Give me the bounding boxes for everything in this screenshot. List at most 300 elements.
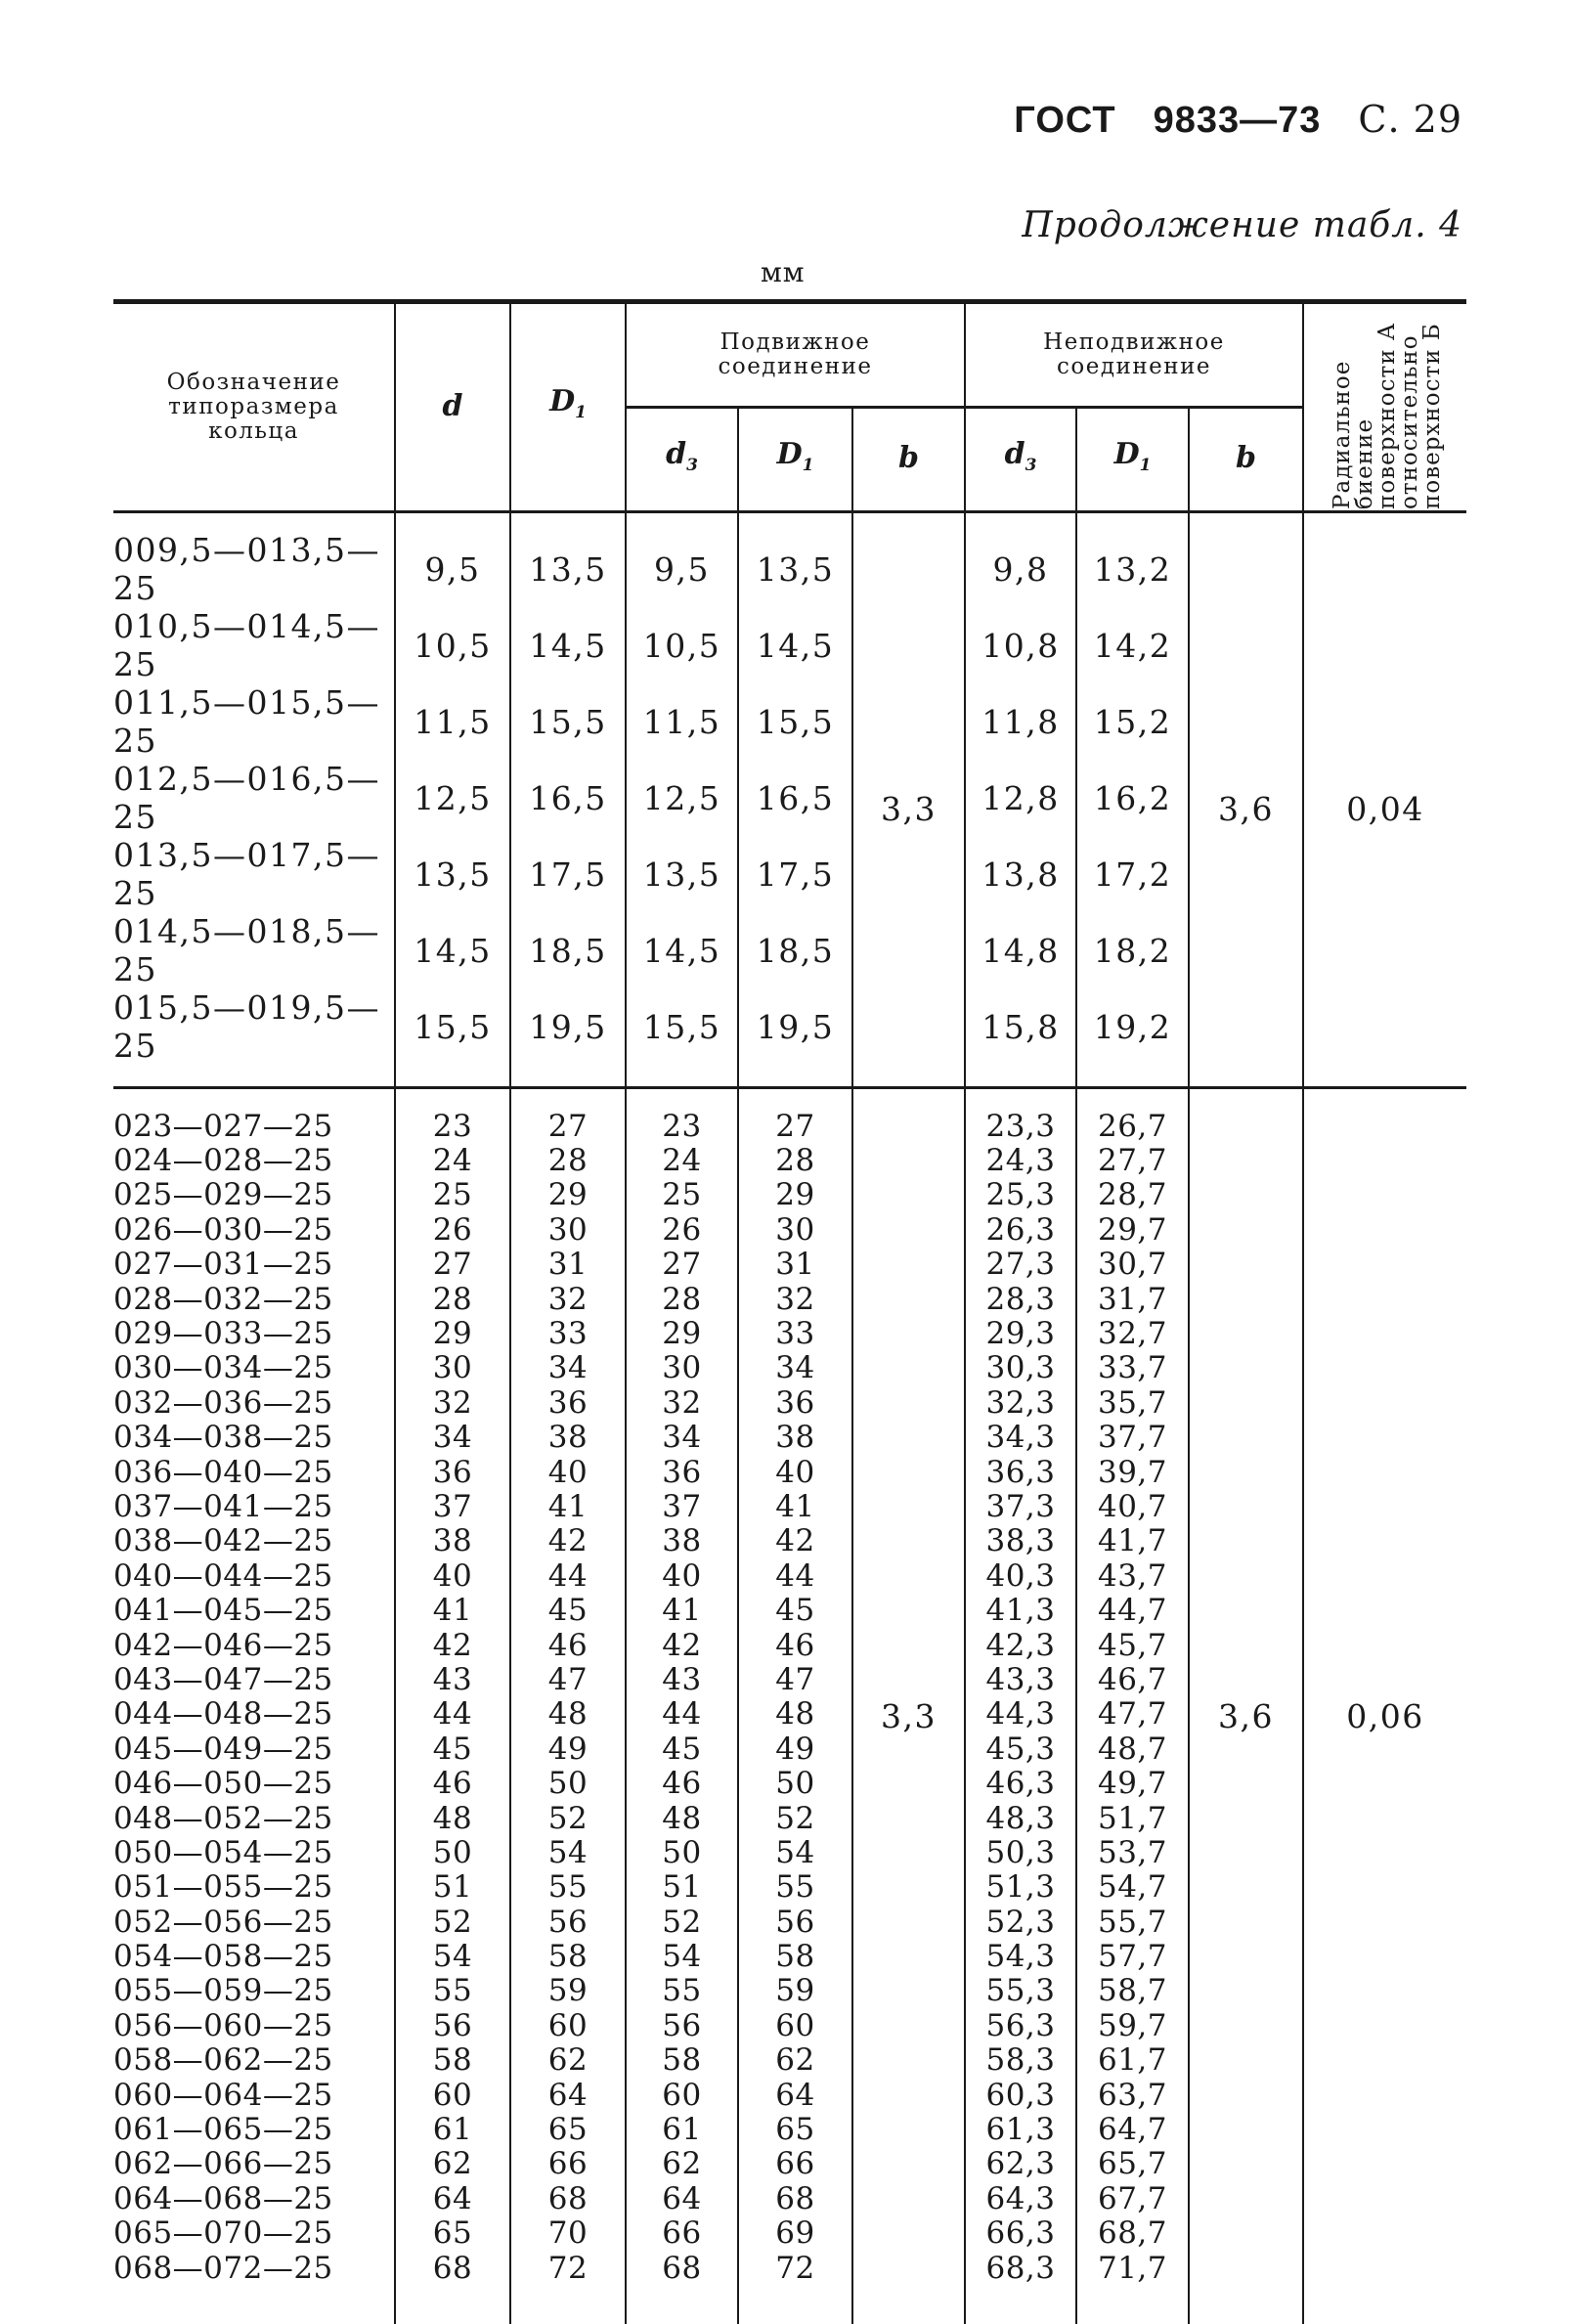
cell-designation: 027—031—25 xyxy=(113,1247,333,1283)
cell-fixed-D1: 26,7 xyxy=(1076,1099,1189,1143)
cell-d: 13,5 xyxy=(395,836,510,912)
cell-movable-D1: 50 xyxy=(738,1766,852,1800)
cell-designation: 046—050—25 xyxy=(113,1766,333,1802)
cell-D: 15,5 xyxy=(510,683,626,760)
standard-label: ГОСТ xyxy=(1014,100,1116,141)
cell-movable-d3: 60 xyxy=(626,2078,738,2112)
cell-d: 12,5 xyxy=(395,760,510,836)
cell-fixed-d3: 26,3 xyxy=(965,1212,1076,1247)
cell-fixed-d3: 51,3 xyxy=(965,1870,1076,1905)
cell-D: 28 xyxy=(510,1143,626,1177)
cell-movable-d3: 41 xyxy=(626,1593,738,1627)
cell-D: 65 xyxy=(510,2112,626,2146)
cell-fixed-d3: 11,8 xyxy=(965,683,1076,760)
cell-movable-D1: 30 xyxy=(738,1212,852,1247)
cell-designation: 051—055—25 xyxy=(113,1869,333,1906)
cell-movable-d3: 12,5 xyxy=(626,760,738,836)
cell-designation: 014,5—018,5—25 xyxy=(113,912,380,988)
cell-D: 31 xyxy=(510,1248,626,1282)
cell-D: 72 xyxy=(510,2251,626,2324)
cell-movable-D1: 58 xyxy=(738,1939,852,1973)
cell-movable-D1: 65 xyxy=(738,2112,852,2146)
cell-d: 9,5 xyxy=(395,512,510,608)
cell-designation: 054—058—25 xyxy=(113,1939,333,1975)
cell-fixed-D1: 53,7 xyxy=(1076,1835,1189,1869)
cell-fixed-D1: 29,7 xyxy=(1076,1212,1189,1247)
cell-movable-d3: 32 xyxy=(626,1385,738,1420)
cell-fixed-d3: 50,3 xyxy=(965,1835,1076,1869)
cell-movable-d3: 14,5 xyxy=(626,912,738,988)
cell-movable-D1: 48 xyxy=(738,1697,852,1732)
cell-movable-D1: 46 xyxy=(738,1628,852,1662)
cell-fixed-D1: 31,7 xyxy=(1076,1282,1189,1316)
cell-movable-D1: 42 xyxy=(738,1524,852,1558)
cell-designation: 032—036—25 xyxy=(113,1384,333,1421)
cell-fixed-d3: 60,3 xyxy=(965,2078,1076,2112)
cell-D: 59 xyxy=(510,1974,626,2008)
cell-d: 26 xyxy=(395,1212,510,1247)
cell-movable-D1: 27 xyxy=(738,1099,852,1143)
cell-d: 41 xyxy=(395,1593,510,1627)
cell-designation: 062—066—25 xyxy=(113,2146,333,2182)
cell-movable-d3: 11,5 xyxy=(626,683,738,760)
cell-movable-D1: 34 xyxy=(738,1351,852,1385)
cell-fixed-d3: 44,3 xyxy=(965,1697,1076,1732)
cell-fixed-D1: 58,7 xyxy=(1076,1974,1189,2008)
cell-D: 70 xyxy=(510,2216,626,2251)
cell-movable-D1: 72 xyxy=(738,2251,852,2324)
cell-D: 50 xyxy=(510,1766,626,1800)
cell-movable-D1: 64 xyxy=(738,2078,852,2112)
cell-d: 29 xyxy=(395,1316,510,1350)
cell-D: 48 xyxy=(510,1697,626,1732)
cell-movable-D1: 52 xyxy=(738,1801,852,1835)
cell-movable-D1: 14,5 xyxy=(738,607,852,683)
cell-movable-d3: 9,5 xyxy=(626,512,738,608)
cell-designation: 050—054—25 xyxy=(113,1834,333,1870)
cell-designation: 044—048—25 xyxy=(113,1696,333,1732)
header-fixed-b: b xyxy=(1189,408,1303,512)
cell-d: 64 xyxy=(395,2181,510,2215)
cell-D: 56 xyxy=(510,1905,626,1939)
cell-d: 44 xyxy=(395,1697,510,1732)
header-movable-d3: $d_3$ xyxy=(626,408,738,512)
cell-d: 28 xyxy=(395,1282,510,1316)
cell-fixed-D1: 45,7 xyxy=(1076,1628,1189,1662)
cell-movable-D1: 55 xyxy=(738,1870,852,1905)
cell-d: 36 xyxy=(395,1455,510,1489)
cell-fixed-D1: 28,7 xyxy=(1076,1178,1189,1212)
cell-designation: 040—044—25 xyxy=(113,1557,333,1594)
cell-fixed-D1: 68,7 xyxy=(1076,2216,1189,2251)
page-number: С. 29 xyxy=(1358,98,1462,141)
cell-d: 68 xyxy=(395,2251,510,2324)
cell-fixed-D1: 32,7 xyxy=(1076,1316,1189,1350)
cell-d: 58 xyxy=(395,2043,510,2078)
cell-radial-runout: 0,04 xyxy=(1303,512,1466,1088)
cell-D: 38 xyxy=(510,1421,626,1455)
cell-movable-d3: 64 xyxy=(626,2181,738,2215)
table-group-2 xyxy=(113,1099,1466,2324)
cell-movable-D1: 62 xyxy=(738,2043,852,2078)
cell-movable-D1: 17,5 xyxy=(738,836,852,912)
cell-movable-D1: 56 xyxy=(738,1905,852,1939)
table-row xyxy=(113,512,1466,608)
cell-fixed-D1: 33,7 xyxy=(1076,1351,1189,1385)
header-d: d xyxy=(395,302,510,512)
cell-D: 34 xyxy=(510,1351,626,1385)
cell-movable-D1: 33 xyxy=(738,1316,852,1350)
cell-designation: 030—034—25 xyxy=(113,1350,333,1386)
cell-designation: 061—065—25 xyxy=(113,2112,333,2148)
cell-fixed-D1: 17,2 xyxy=(1076,836,1189,912)
cell-d: 42 xyxy=(395,1628,510,1662)
cell-fixed-D1: 30,7 xyxy=(1076,1248,1189,1282)
cell-D: 54 xyxy=(510,1835,626,1869)
cell-fixed-D1: 39,7 xyxy=(1076,1455,1189,1489)
cell-movable-D1: 68 xyxy=(738,2181,852,2215)
cell-movable-d3: 58 xyxy=(626,2043,738,2078)
cell-d: 52 xyxy=(395,1905,510,1939)
cell-fixed-d3: 15,8 xyxy=(965,988,1076,1088)
cell-movable-D1: 18,5 xyxy=(738,912,852,988)
cell-D: 30 xyxy=(510,1212,626,1247)
cell-d: 54 xyxy=(395,1939,510,1973)
cell-fixed-d3: 13,8 xyxy=(965,836,1076,912)
cell-fixed-d3: 28,3 xyxy=(965,1282,1076,1316)
cell-d: 60 xyxy=(395,2078,510,2112)
cell-movable-d3: 42 xyxy=(626,1628,738,1662)
cell-fixed-d3: 30,3 xyxy=(965,1351,1076,1385)
cell-d: 61 xyxy=(395,2112,510,2146)
header-radial-runout: Радиальное биение поверхности А относительно поверхности Б xyxy=(1303,302,1466,512)
cell-d: 62 xyxy=(395,2147,510,2181)
cell-movable-D1: 41 xyxy=(738,1489,852,1523)
cell-D: 29 xyxy=(510,1178,626,1212)
page-header xyxy=(1014,98,1462,142)
cell-designation: 029—033—25 xyxy=(113,1316,333,1352)
cell-d: 14,5 xyxy=(395,912,510,988)
cell-D: 14,5 xyxy=(510,607,626,683)
cell-designation: 064—068—25 xyxy=(113,2180,333,2216)
cell-fixed-D1: 48,7 xyxy=(1076,1732,1189,1766)
cell-designation: 012,5—016,5—25 xyxy=(113,760,380,836)
cell-d: 37 xyxy=(395,1489,510,1523)
cell-D: 64 xyxy=(510,2078,626,2112)
cell-movable-D1: 15,5 xyxy=(738,683,852,760)
cell-movable-D1: 31 xyxy=(738,1248,852,1282)
cell-fixed-d3: 10,8 xyxy=(965,607,1076,683)
cell-d: 38 xyxy=(395,1524,510,1558)
header-fixed-D1: $D_1$ xyxy=(1076,408,1189,512)
cell-fixed-d3: 36,3 xyxy=(965,1455,1076,1489)
cell-D: 62 xyxy=(510,2043,626,2078)
cell-d: 51 xyxy=(395,1870,510,1905)
cell-fixed-d3: 27,3 xyxy=(965,1248,1076,1282)
header-D: $D_1$ xyxy=(510,302,626,512)
cell-fixed-d3: 9,8 xyxy=(965,512,1076,608)
cell-fixed-D1: 14,2 xyxy=(1076,607,1189,683)
cell-movable-d3: 38 xyxy=(626,1524,738,1558)
cell-movable-d3: 29 xyxy=(626,1316,738,1350)
cell-designation: 068—072—25 xyxy=(113,2250,333,2286)
cell-movable-d3: 51 xyxy=(626,1870,738,1905)
cell-fixed-d3: 37,3 xyxy=(965,1489,1076,1523)
cell-movable-D1: 69 xyxy=(738,2216,852,2251)
cell-fixed-D1: 63,7 xyxy=(1076,2078,1189,2112)
cell-D: 41 xyxy=(510,1489,626,1523)
cell-designation: 037—041—25 xyxy=(113,1488,333,1524)
cell-movable-d3: 24 xyxy=(626,1143,738,1177)
cell-designation: 010,5—014,5—25 xyxy=(113,607,380,683)
cell-movable-d3: 40 xyxy=(626,1558,738,1593)
cell-movable-d3: 56 xyxy=(626,2008,738,2042)
cell-fixed-D1: 13,2 xyxy=(1076,512,1189,608)
cell-movable-D1: 13,5 xyxy=(738,512,852,608)
cell-fixed-D1: 35,7 xyxy=(1076,1385,1189,1420)
cell-designation: 056—060—25 xyxy=(113,2007,333,2043)
cell-movable-D1: 16,5 xyxy=(738,760,852,836)
cell-fixed-d3: 61,3 xyxy=(965,2112,1076,2146)
cell-fixed-D1: 59,7 xyxy=(1076,2008,1189,2042)
cell-fixed-d3: 41,3 xyxy=(965,1593,1076,1627)
cell-d: 65 xyxy=(395,2216,510,2251)
cell-movable-D1: 28 xyxy=(738,1143,852,1177)
cell-movable-D1: 60 xyxy=(738,2008,852,2042)
cell-d: 27 xyxy=(395,1248,510,1282)
cell-fixed-d3: 14,8 xyxy=(965,912,1076,988)
cell-fixed-D1: 44,7 xyxy=(1076,1593,1189,1627)
cell-designation: 025—029—25 xyxy=(113,1177,333,1213)
cell-D: 17,5 xyxy=(510,836,626,912)
cell-fixed-d3: 23,3 xyxy=(965,1099,1076,1143)
cell-d: 11,5 xyxy=(395,683,510,760)
cell-designation: 013,5—017,5—25 xyxy=(113,836,380,912)
cell-fixed-D1: 65,7 xyxy=(1076,2147,1189,2181)
cell-D: 68 xyxy=(510,2181,626,2215)
cell-D: 13,5 xyxy=(510,512,626,608)
cell-D: 19,5 xyxy=(510,988,626,1088)
header-movable-D1: $D_1$ xyxy=(738,408,852,512)
cell-D: 27 xyxy=(510,1099,626,1143)
cell-d: 34 xyxy=(395,1421,510,1455)
cell-movable-d3: 23 xyxy=(626,1099,738,1143)
cell-fixed-b: 3,6 xyxy=(1189,1099,1303,2324)
table-group-1 xyxy=(113,512,1466,1088)
cell-D: 49 xyxy=(510,1732,626,1766)
cell-movable-d3: 44 xyxy=(626,1697,738,1732)
cell-designation: 065—070—25 xyxy=(113,2215,333,2252)
cell-designation: 045—049—25 xyxy=(113,1731,333,1767)
header-movable-joint: Подвижное соединение xyxy=(626,302,965,408)
cell-fixed-D1: 54,7 xyxy=(1076,1870,1189,1905)
cell-movable-d3: 36 xyxy=(626,1455,738,1489)
cell-fixed-d3: 38,3 xyxy=(965,1524,1076,1558)
cell-designation: 038—042—25 xyxy=(113,1523,333,1559)
header-designation: Обозначение типоразмера кольца xyxy=(113,302,395,512)
cell-movable-d3: 15,5 xyxy=(626,988,738,1088)
cell-d: 25 xyxy=(395,1178,510,1212)
cell-D: 47 xyxy=(510,1662,626,1696)
cell-designation: 041—045—25 xyxy=(113,1593,333,1629)
cell-D: 32 xyxy=(510,1282,626,1316)
cell-movable-d3: 10,5 xyxy=(626,607,738,683)
cell-fixed-D1: 15,2 xyxy=(1076,683,1189,760)
cell-fixed-D1: 49,7 xyxy=(1076,1766,1189,1800)
cell-d: 56 xyxy=(395,2008,510,2042)
cell-D: 66 xyxy=(510,2147,626,2181)
cell-movable-d3: 37 xyxy=(626,1489,738,1523)
cell-movable-d3: 68 xyxy=(626,2251,738,2324)
cell-movable-D1: 19,5 xyxy=(738,988,852,1088)
cell-movable-d3: 46 xyxy=(626,1766,738,1800)
cell-d: 30 xyxy=(395,1351,510,1385)
ring-dimensions-table xyxy=(113,299,1466,2324)
cell-fixed-d3: 54,3 xyxy=(965,1939,1076,1973)
cell-designation: 036—040—25 xyxy=(113,1454,333,1490)
cell-d: 40 xyxy=(395,1558,510,1593)
cell-fixed-b: 3,6 xyxy=(1189,512,1303,1088)
cell-designation: 034—038—25 xyxy=(113,1420,333,1456)
cell-movable-D1: 59 xyxy=(738,1974,852,2008)
cell-fixed-d3: 45,3 xyxy=(965,1732,1076,1766)
cell-movable-D1: 45 xyxy=(738,1593,852,1627)
cell-movable-d3: 54 xyxy=(626,1939,738,1973)
cell-d: 10,5 xyxy=(395,607,510,683)
cell-fixed-D1: 43,7 xyxy=(1076,1558,1189,1593)
cell-fixed-D1: 46,7 xyxy=(1076,1662,1189,1696)
header-movable-b: b xyxy=(852,408,965,512)
cell-movable-D1: 38 xyxy=(738,1421,852,1455)
cell-D: 40 xyxy=(510,1455,626,1489)
cell-fixed-d3: 34,3 xyxy=(965,1421,1076,1455)
cell-D: 44 xyxy=(510,1558,626,1593)
cell-fixed-D1: 19,2 xyxy=(1076,988,1189,1088)
header-fixed-joint: Неподвижное соединение xyxy=(965,302,1303,408)
cell-movable-d3: 55 xyxy=(626,1974,738,2008)
cell-d: 24 xyxy=(395,1143,510,1177)
cell-movable-D1: 54 xyxy=(738,1835,852,1869)
cell-D: 60 xyxy=(510,2008,626,2042)
cell-fixed-d3: 25,3 xyxy=(965,1178,1076,1212)
cell-fixed-d3: 58,3 xyxy=(965,2043,1076,2078)
cell-fixed-D1: 64,7 xyxy=(1076,2112,1189,2146)
cell-movable-D1: 36 xyxy=(738,1385,852,1420)
cell-designation: 060—064—25 xyxy=(113,2077,333,2113)
cell-designation: 011,5—015,5—25 xyxy=(113,683,380,760)
cell-D: 52 xyxy=(510,1801,626,1835)
cell-D: 42 xyxy=(510,1524,626,1558)
cell-designation: 026—030—25 xyxy=(113,1211,333,1248)
cell-movable-d3: 25 xyxy=(626,1178,738,1212)
cell-movable-d3: 66 xyxy=(626,2216,738,2251)
cell-fixed-d3: 43,3 xyxy=(965,1662,1076,1696)
cell-fixed-D1: 67,7 xyxy=(1076,2181,1189,2215)
cell-movable-b: 3,3 xyxy=(852,1099,965,2324)
cell-movable-D1: 49 xyxy=(738,1732,852,1766)
cell-movable-d3: 13,5 xyxy=(626,836,738,912)
cell-fixed-D1: 40,7 xyxy=(1076,1489,1189,1523)
cell-designation: 023—027—25 xyxy=(113,1108,333,1144)
cell-fixed-d3: 24,3 xyxy=(965,1143,1076,1177)
cell-movable-d3: 48 xyxy=(626,1801,738,1835)
cell-d: 15,5 xyxy=(395,988,510,1088)
cell-movable-D1: 44 xyxy=(738,1558,852,1593)
cell-designation: 043—047—25 xyxy=(113,1661,333,1697)
cell-fixed-d3: 40,3 xyxy=(965,1558,1076,1593)
cell-fixed-d3: 56,3 xyxy=(965,2008,1076,2042)
cell-fixed-d3: 46,3 xyxy=(965,1766,1076,1800)
cell-movable-d3: 52 xyxy=(626,1905,738,1939)
cell-fixed-d3: 29,3 xyxy=(965,1316,1076,1350)
cell-fixed-D1: 71,7 xyxy=(1076,2251,1189,2324)
cell-fixed-D1: 61,7 xyxy=(1076,2043,1189,2078)
cell-D: 16,5 xyxy=(510,760,626,836)
cell-radial-runout: 0,06 xyxy=(1303,1099,1466,2324)
cell-fixed-d3: 62,3 xyxy=(965,2147,1076,2181)
cell-designation: 028—032—25 xyxy=(113,1281,333,1317)
group-separator xyxy=(113,1088,1466,1100)
cell-movable-D1: 66 xyxy=(738,2147,852,2181)
cell-d: 45 xyxy=(395,1732,510,1766)
cell-fixed-d3: 55,3 xyxy=(965,1974,1076,2008)
cell-designation: 015,5—019,5—25 xyxy=(113,988,380,1065)
cell-fixed-d3: 66,3 xyxy=(965,2216,1076,2251)
cell-d: 48 xyxy=(395,1801,510,1835)
cell-fixed-d3: 42,3 xyxy=(965,1628,1076,1662)
cell-designation: 024—028—25 xyxy=(113,1143,333,1179)
cell-fixed-D1: 55,7 xyxy=(1076,1905,1189,1939)
cell-d: 43 xyxy=(395,1662,510,1696)
cell-d: 32 xyxy=(395,1385,510,1420)
cell-movable-D1: 32 xyxy=(738,1282,852,1316)
cell-d: 46 xyxy=(395,1766,510,1800)
cell-movable-d3: 27 xyxy=(626,1248,738,1282)
cell-designation: 009,5—013,5—25 xyxy=(113,531,380,607)
cell-fixed-D1: 57,7 xyxy=(1076,1939,1189,1973)
cell-movable-D1: 40 xyxy=(738,1455,852,1489)
cell-fixed-d3: 52,3 xyxy=(965,1905,1076,1939)
cell-designation: 055—059—25 xyxy=(113,1973,333,2009)
cell-fixed-D1: 47,7 xyxy=(1076,1697,1189,1732)
cell-fixed-D1: 51,7 xyxy=(1076,1801,1189,1835)
cell-designation: 048—052—25 xyxy=(113,1800,333,1836)
cell-d: 55 xyxy=(395,1974,510,2008)
cell-fixed-d3: 32,3 xyxy=(965,1385,1076,1420)
cell-movable-b: 3,3 xyxy=(852,512,965,1088)
cell-movable-d3: 30 xyxy=(626,1351,738,1385)
cell-designation: 052—056—25 xyxy=(113,1904,333,1940)
cell-fixed-D1: 41,7 xyxy=(1076,1524,1189,1558)
cell-movable-D1: 29 xyxy=(738,1178,852,1212)
cell-D: 55 xyxy=(510,1870,626,1905)
cell-D: 33 xyxy=(510,1316,626,1350)
cell-movable-D1: 47 xyxy=(738,1662,852,1696)
cell-D: 58 xyxy=(510,1939,626,1973)
cell-movable-d3: 45 xyxy=(626,1732,738,1766)
cell-movable-d3: 43 xyxy=(626,1662,738,1696)
cell-movable-d3: 50 xyxy=(626,1835,738,1869)
cell-D: 18,5 xyxy=(510,912,626,988)
table-row xyxy=(113,1099,1466,1143)
cell-fixed-D1: 37,7 xyxy=(1076,1421,1189,1455)
cell-d: 23 xyxy=(395,1099,510,1143)
cell-fixed-D1: 27,7 xyxy=(1076,1143,1189,1177)
table-continuation-caption: Продолжение табл. 4 xyxy=(1022,205,1462,245)
cell-fixed-d3: 68,3 xyxy=(965,2251,1076,2324)
cell-movable-d3: 28 xyxy=(626,1282,738,1316)
cell-movable-d3: 62 xyxy=(626,2147,738,2181)
